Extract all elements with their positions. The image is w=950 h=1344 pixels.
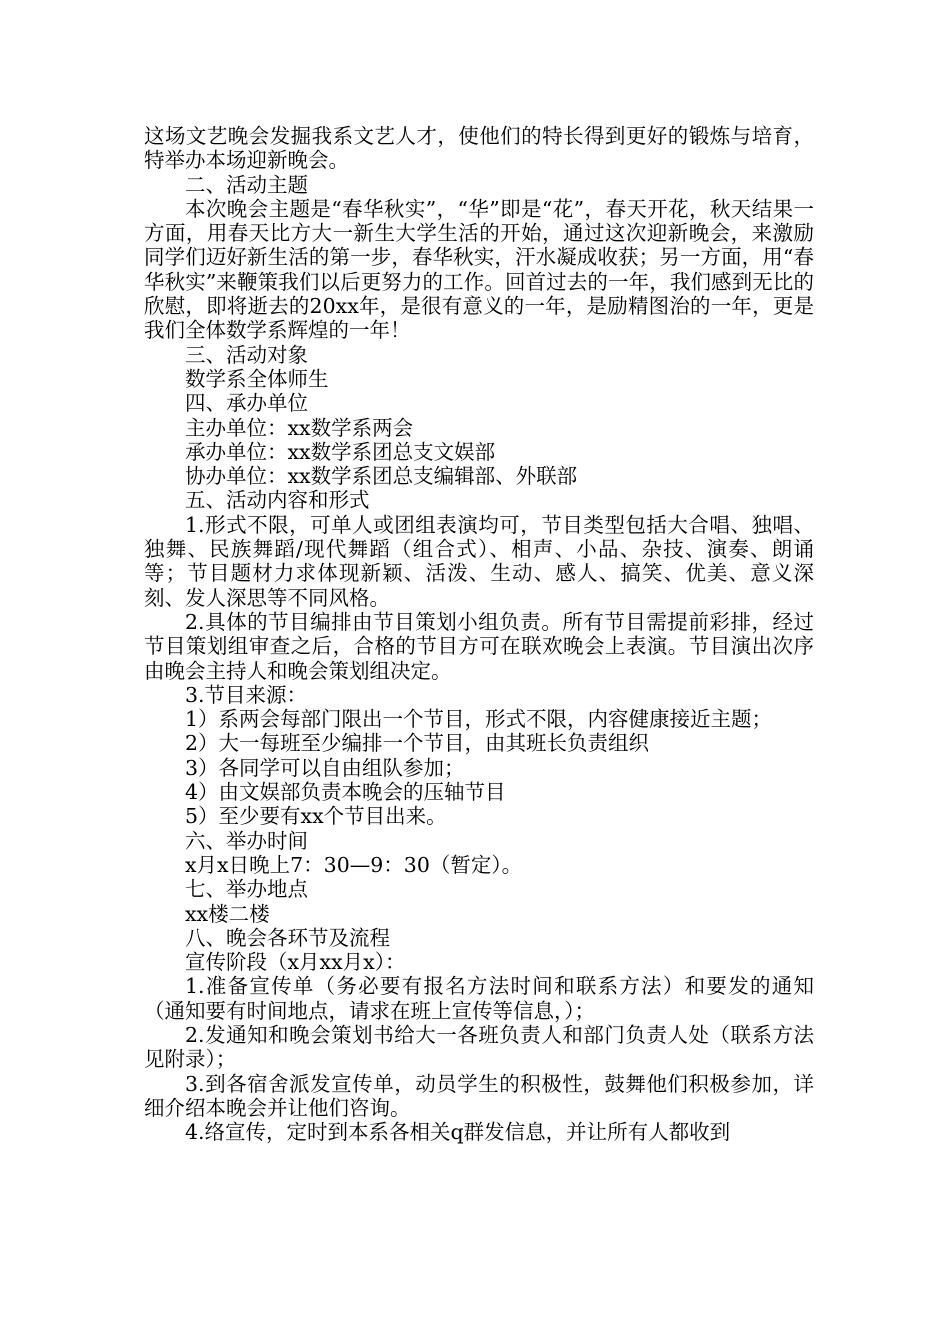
section-heading: 七、举办地点 [185, 877, 308, 902]
sub-list-item: 3）各同学可以自由组队参加； [185, 755, 465, 780]
paragraph: 这场文艺晚会发掘我系文艺人才，使他们的特长得到更好的锻炼与培育，特举办本场迎新晚会。 [144, 124, 814, 173]
paragraph: xx楼二楼 [185, 901, 270, 926]
section-heading: 二、活动主题 [185, 172, 308, 197]
paragraph: 承办单位：xx数学系团总支文娱部 [185, 439, 496, 464]
paragraph: 协办单位：xx数学系团总支编辑部、外联部 [185, 464, 578, 489]
list-item: 3.节目来源： [185, 682, 308, 707]
section-heading: 四、承办单位 [185, 391, 308, 416]
list-item: 2.发通知和晚会策划书给大一各班负责人和部门负责人处（联系方法见附录）； [144, 1022, 814, 1072]
list-item: 3.到各宿舍派发宣传单，动员学生的积极性，鼓舞他们积极参加，详细介绍本晚会并让他们咨询。 [144, 1071, 814, 1120]
section-heading: 六、举办时间 [185, 828, 308, 853]
sub-list-item: 1）系两会每部门限出一个节目，形式不限，内容健康接近主题； [185, 707, 773, 732]
sub-list-item: 2）大一每班至少编排一个节目，由其班长负责组织 [185, 731, 650, 756]
list-item: 1.准备宣传单（务必要有报名方法时间和联系方法）和要发的通知（通知要有时间地点，请求在班上宣传等信息，）； [144, 974, 814, 1023]
sub-list-item: 5）至少要有xx个节目出来。 [185, 804, 447, 829]
paragraph: 数学系全体师生 [185, 366, 329, 391]
section-heading: 三、活动对象 [185, 342, 308, 367]
paragraph: 主办单位：xx数学系两会 [185, 415, 414, 440]
list-item: 1.形式不限，可单人或团组表演均可，节目类型包括大合唱、独唱、独舞、民族舞蹈/现代舞蹈（组合式）、相声、小品、杂技、演奏、朗诵等；节目题材力求体现新颖、活泼、生动、感人、搞笑、优美、意义深刻、发人深思等不同风格。 [144, 512, 814, 610]
sub-list-item: 4）由文娱部负责本晚会的压轴节目 [185, 780, 506, 805]
paragraph: 本次晚会主题是“春华秋实”，“华”即是“花”，春天开花，秋天结果一方面，用春天比方大一新生大学生活的开始，通过这次迎新晚会，来激励同学们迈好新生活的第一步，春华秋实，汗水凝成收获；另一方面，用“春华秋实”来鞭策我们以后更努力的工作。回首过去的一年，我们感到无比的欣慰，即将逝去的20xx年，是很有意义的一年，是励精图治的一年，更是我们全体数学系辉煌的一年！ [144, 196, 814, 343]
list-item: 4.络宣传，定时到本系各相关q群发信息，并让所有人都收到 [185, 1120, 731, 1145]
section-heading: 五、活动内容和形式 [185, 488, 370, 513]
list-item: 2.具体的节目编排由节目策划小组负责。所有节目需提前彩排，经过节目策划组审查之后，合格的节目方可在联欢晚会上表演。节目演出次序由晚会主持人和晚会策划组决定。 [144, 609, 814, 683]
document-body [144, 124, 814, 1144]
section-heading: 八、晚会各环节及流程 [185, 925, 390, 950]
paragraph: 宣传阶段（x月xx月x）： [185, 950, 406, 975]
paragraph: x月x日晚上7：30—9：30（暂定）。 [185, 852, 523, 877]
